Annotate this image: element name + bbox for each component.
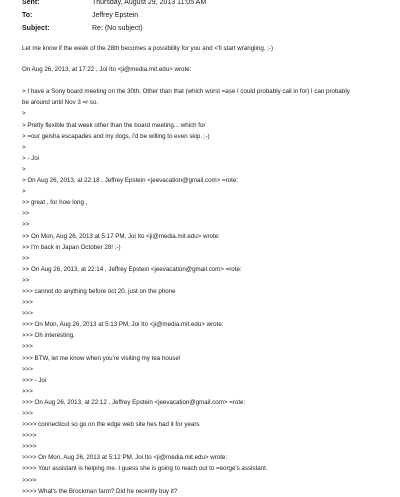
thread-line: >>>>: [22, 443, 37, 451]
thread-line: >>>>: [22, 476, 37, 484]
thread-line: > =our geisha escapades and my dogs, I'd be willing to even skip. ;-): [22, 132, 210, 140]
thread-line: >>>> What's the Brockman farm? Did he recently buy it?: [22, 487, 178, 495]
to-value: Jeffrey Epstein: [92, 12, 139, 19]
thread-line: >>>: [22, 310, 33, 318]
thread-line: > - Joi: [22, 154, 40, 162]
thread-line: > I have a Sony board meeting on the 30th. Other than that (which worst =ase I could probably call in for) I can probably: [22, 88, 350, 96]
thread-line: >>>: [22, 299, 33, 307]
to-label: To:: [22, 12, 33, 19]
thread-line: >>>> On Mon, Aug 26, 2013 at 5:12 PM, Joi Ito <ji@media.mit.edu> wrote:: [22, 454, 228, 462]
sent-value: Thursday, August 29, 2013 11:05 AM: [92, 0, 207, 6]
thread-line: >>>: [22, 387, 33, 395]
thread-line: >>> - Joi: [22, 376, 47, 384]
thread-line: >>: [22, 254, 30, 262]
thread-line: >: [22, 165, 26, 173]
thread-line: be around until Nov 3 =r so.: [22, 99, 99, 107]
thread-line: On Aug 26, 2013, at 17:22 , Joi Ito <ji@media.mit.edu> wrote:: [22, 66, 192, 74]
thread-line: >>: [22, 210, 30, 218]
thread-line: >> great , for how long ,: [22, 199, 88, 207]
thread-line: >>>: [22, 365, 33, 373]
thread-line: >>> Oh interesting.: [22, 332, 75, 340]
thread-line: >>> On Mon, Aug 26, 2013 at 5:13 PM, Joi Ito <ji@media.mit.edu> wrote:: [22, 321, 224, 329]
subject-label: Subject:: [22, 25, 50, 32]
thread-line: >: [22, 188, 26, 196]
paragraph-gap: [22, 54, 392, 64]
thread-line: >>> cannot do anything before oct 20. just on the phone: [22, 287, 176, 295]
thread-line: >>> On Aug 26, 2013, at 22:12 , Jeffrey Epstein <jeevacation@gmail.com> =rote:: [22, 398, 246, 406]
thread-line: [22, 75, 392, 86]
thread-line: >> I'm back in Japan October 28! ;-): [22, 243, 121, 251]
sent-row: [22, 0, 382, 9]
subject-value: Re: (No subject): [92, 25, 143, 32]
thread-line: > Pretty flexible that week other than the board meeting... which for: [22, 121, 206, 129]
thread-line: >>>: [22, 343, 33, 351]
thread-line: >>: [22, 221, 30, 229]
email-body: [22, 43, 392, 497]
intro-line: Let me know if the week of the 28th becomes a possibility for you and <'ll start wrangling. ;-): [22, 45, 274, 52]
email-header: [22, 0, 382, 35]
quoted-thread: [22, 64, 392, 497]
subject-row: [22, 22, 382, 35]
thread-line: >>>> connecticut so go on the edge web site hes had it for years: [22, 421, 200, 429]
sent-label: Sent:: [22, 0, 40, 6]
thread-line: > On Aug 26, 2013, at 22:18 , Jeffrey Epstein <jeevacation@gmail.com> =rote:: [22, 177, 238, 185]
thread-line: >: [22, 143, 26, 151]
to-row: [22, 9, 382, 22]
thread-line: >> On Aug 26, 2013, at 22:14 , Jeffrey Epstein <jeevacation@gmail.com> =rote:: [22, 265, 242, 273]
thread-line: >>>: [22, 410, 33, 417]
thread-line: >>>> Your assistant is helping me. I guess she is going to reach out to =eorge's assistant.: [22, 465, 268, 473]
thread-line: >>: [22, 276, 30, 284]
thread-line: >: [22, 110, 26, 118]
thread-line: >>> BTW, let me know when you're visiting my tea house!: [22, 354, 181, 362]
thread-line: >>>>: [22, 432, 37, 440]
thread-line: >> On Mon, Aug 26, 2013 at 5:17 PM, Joi Ito <ji@media.mit.edu> wrote:: [22, 232, 220, 240]
